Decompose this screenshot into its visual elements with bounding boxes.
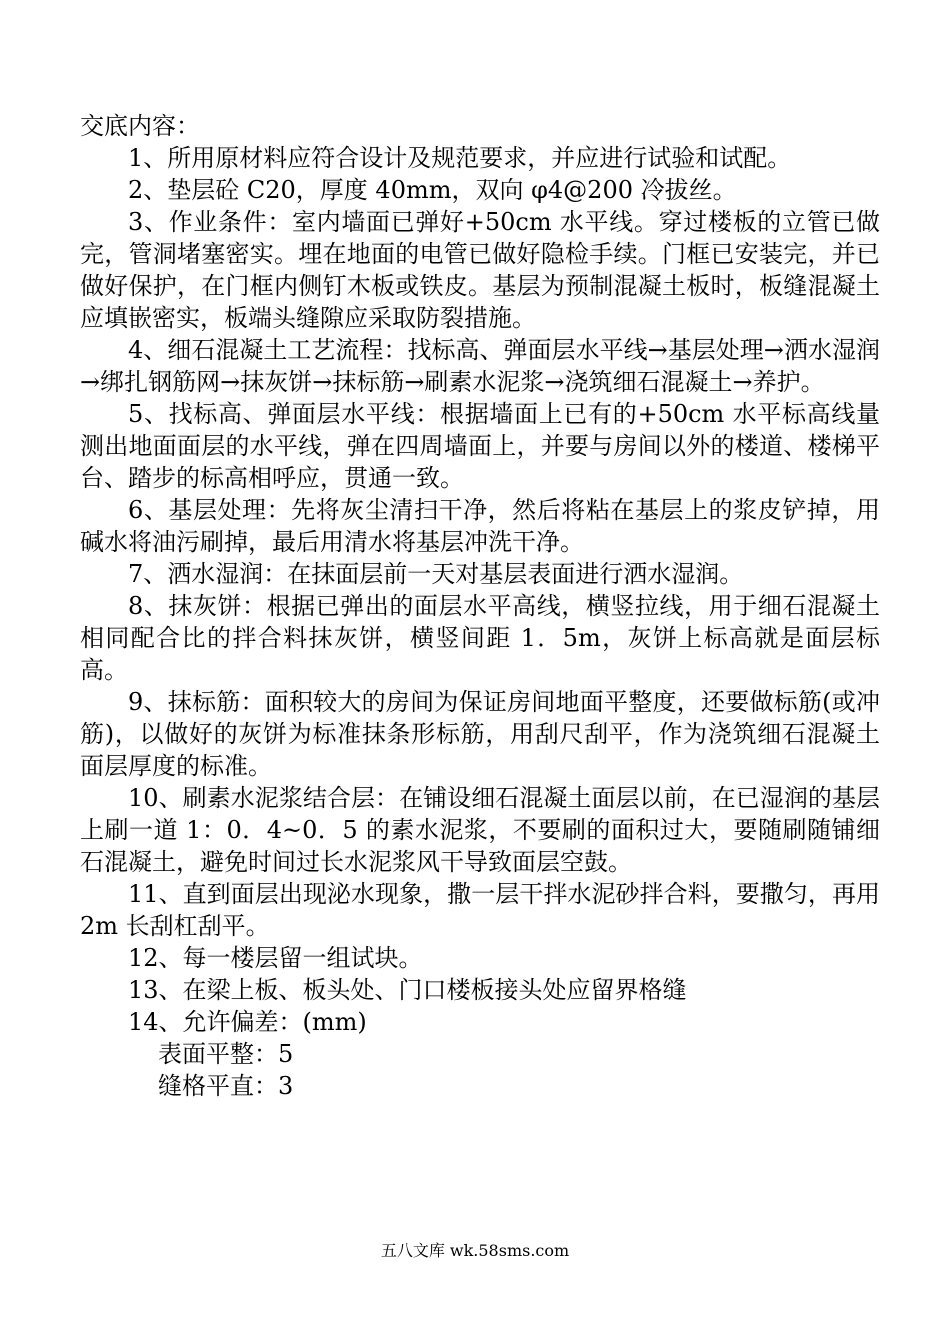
paragraph-5: 5、找标高、弹面层水平线：根据墙面上已有的+50cm 水平标高线量测出地面面层的水平线，弹在四周墙面上，并要与房间以外的楼道、楼梯平台、踏步的标高相呼应，贯通一致。: [80, 400, 880, 492]
paragraph-9: 9、抹标筋：面积较大的房间为保证房间地面平整度，还要做标筋(或冲筋)，以做好的灰饼为标准抹条形标筋，用刮尺刮平，作为浇筑细石混凝土面层厚度的标准。: [80, 688, 880, 780]
tolerance-surface-flatness: 表面平整：5: [158, 1040, 294, 1068]
paragraph-7: 7、洒水湿润：在抹面层前一天对基层表面进行洒水湿润。: [128, 560, 744, 588]
paragraph-6: 6、基层处理：先将灰尘清扫干净，然后将粘在基层上的浆皮铲掉，用碱水将油污刷掉，最后用清水将基层冲洗干净。: [80, 496, 880, 556]
paragraph-10: 10、刷素水泥浆结合层：在铺设细石混凝土面层以前，在已湿润的基层上刷一道 1：0．4~0．5 的素水泥浆，不要刷的面积过大，要随刷随铺细石混凝土，避免时间过长水泥浆风干导致面层空鼓。: [80, 784, 880, 876]
document-heading: 交底内容：: [80, 112, 200, 140]
document-body: [80, 110, 880, 1102]
paragraph-3: 3、作业条件：室内墙面已弹好+50cm 水平线。穿过楼板的立管已做完，管洞堵塞密实。埋在地面的电管已做好隐检手续。门框已安装完，并已做好保护，在门框内侧钉木板或铁皮。基层为预制混凝土板时，板缝混凝土应填嵌密实，板端头缝隙应采取防裂措施。: [80, 208, 880, 332]
paragraph-12: 12、每一楼层留一组试块。: [128, 944, 423, 972]
paragraph-1: 1、所用原材料应符合设计及规范要求，并应进行试验和试配。: [128, 144, 792, 172]
tolerance-joint-straightness: 缝格平直：3: [158, 1072, 294, 1100]
paragraph-2: 2、垫层砼 C20，厚度 40mm，双向 φ4@200 冷拔丝。: [128, 176, 737, 204]
paragraph-8: 8、抹灰饼：根据已弹出的面层水平高线，横竖拉线，用于细石混凝土相同配合比的拌合料抹灰饼，横竖间距 1．5m，灰饼上标高就是面层标高。: [80, 592, 880, 684]
paragraph-11: 11、直到面层出现泌水现象，撒一层干拌水泥砂拌合料，要撒匀，再用 2m 长刮杠刮平。: [80, 880, 880, 940]
paragraph-14: 14、允许偏差：(mm): [128, 1008, 367, 1036]
page-footer: 五八文库 wk.58sms.com: [380, 1241, 570, 1260]
paragraph-4: 4、细石混凝土工艺流程：找标高、弹面层水平线→基层处理→洒水湿润→绑扎钢筋网→抹灰饼→抹标筋→刷素水泥浆→浇筑细石混凝土→养护。: [80, 336, 880, 396]
paragraph-13: 13、在梁上板、板头处、门口楼板接头处应留界格缝: [128, 976, 687, 1004]
